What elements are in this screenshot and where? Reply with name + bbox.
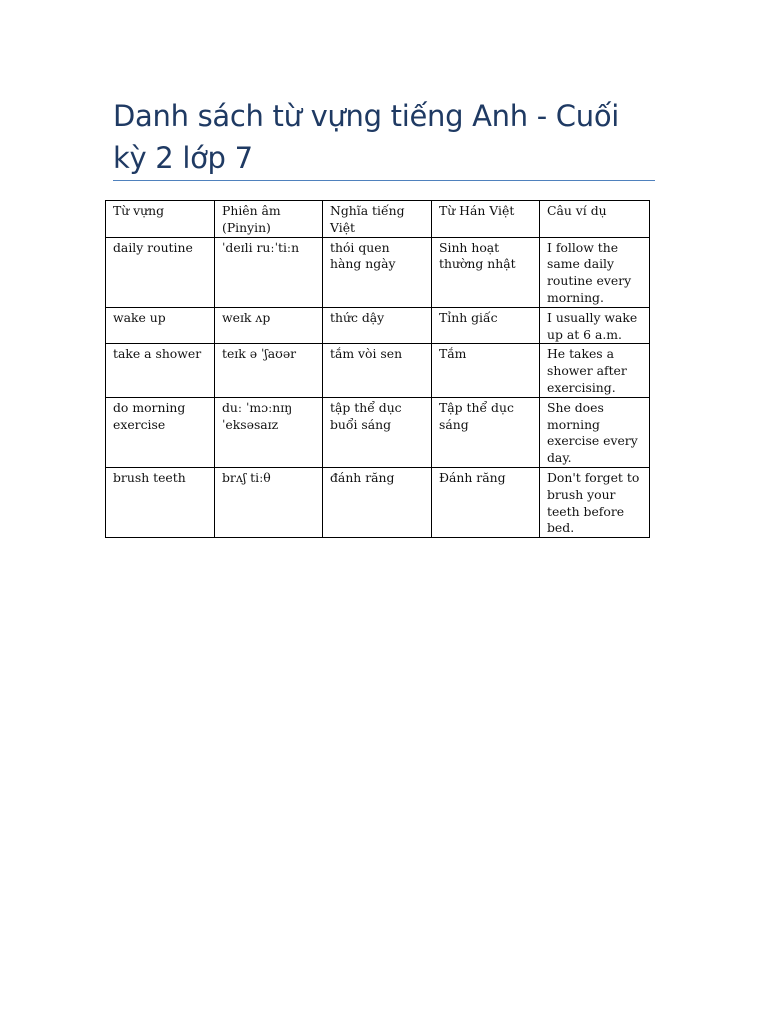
cell-vocabulary: take a shower: [106, 344, 215, 397]
header-cell-sino-vietnamese: Từ Hán Việt: [432, 201, 540, 238]
cell-vocabulary: brush teeth: [106, 467, 215, 537]
cell-vocabulary: daily routine: [106, 237, 215, 307]
cell-example: He takes a shower after exercising.: [540, 344, 650, 397]
cell-vietnamese-meaning: thức dậy: [323, 307, 432, 344]
cell-vietnamese-meaning: tắm vòi sen: [323, 344, 432, 397]
cell-vocabulary: do morning exercise: [106, 397, 215, 467]
table-row: [106, 397, 650, 467]
cell-vietnamese-meaning: tập thể dục buổi sáng: [323, 397, 432, 467]
document-title: Danh sách từ vựng tiếng Anh - Cuối kỳ 2 lớp 7: [113, 99, 620, 175]
header-cell-vietnamese-meaning: Nghĩa tiếng Việt: [323, 201, 432, 238]
cell-example: I usually wake up at 6 a.m.: [540, 307, 650, 344]
cell-vietnamese-meaning: thói quen hàng ngày: [323, 237, 432, 307]
cell-example: Don't forget to brush your teeth before bed.: [540, 467, 650, 537]
header-cell-example: Câu ví dụ: [540, 201, 650, 238]
vocabulary-table: [105, 200, 650, 538]
cell-sino-vietnamese: Sinh hoạt thường nhật: [432, 237, 540, 307]
table-row: [106, 237, 650, 307]
table-row: [106, 344, 650, 397]
cell-example: She does morning exercise every day.: [540, 397, 650, 467]
cell-sino-vietnamese: Tập thể dục sáng: [432, 397, 540, 467]
cell-sino-vietnamese: Tỉnh giấc: [432, 307, 540, 344]
title-divider: [113, 180, 655, 181]
cell-vietnamese-meaning: đánh răng: [323, 467, 432, 537]
cell-sino-vietnamese: Tắm: [432, 344, 540, 397]
cell-pronunciation: brʌʃ tiːθ: [215, 467, 323, 537]
cell-sino-vietnamese: Đánh răng: [432, 467, 540, 537]
cell-pronunciation: teɪk ə ˈʃaʊər: [215, 344, 323, 397]
header-cell-pronunciation: Phiên âm (Pinyin): [215, 201, 323, 238]
cell-pronunciation: duː ˈmɔːnɪŋ ˈeksəsaɪz: [215, 397, 323, 467]
cell-pronunciation: ˈdeɪli ruːˈtiːn: [215, 237, 323, 307]
cell-vocabulary: wake up: [106, 307, 215, 344]
table-row: [106, 467, 650, 537]
cell-pronunciation: weɪk ʌp: [215, 307, 323, 344]
cell-example: I follow the same daily routine every morning.: [540, 237, 650, 307]
table-row: [106, 307, 650, 344]
header-cell-vocabulary: Từ vựng: [106, 201, 215, 238]
table-header-row: [106, 201, 650, 238]
